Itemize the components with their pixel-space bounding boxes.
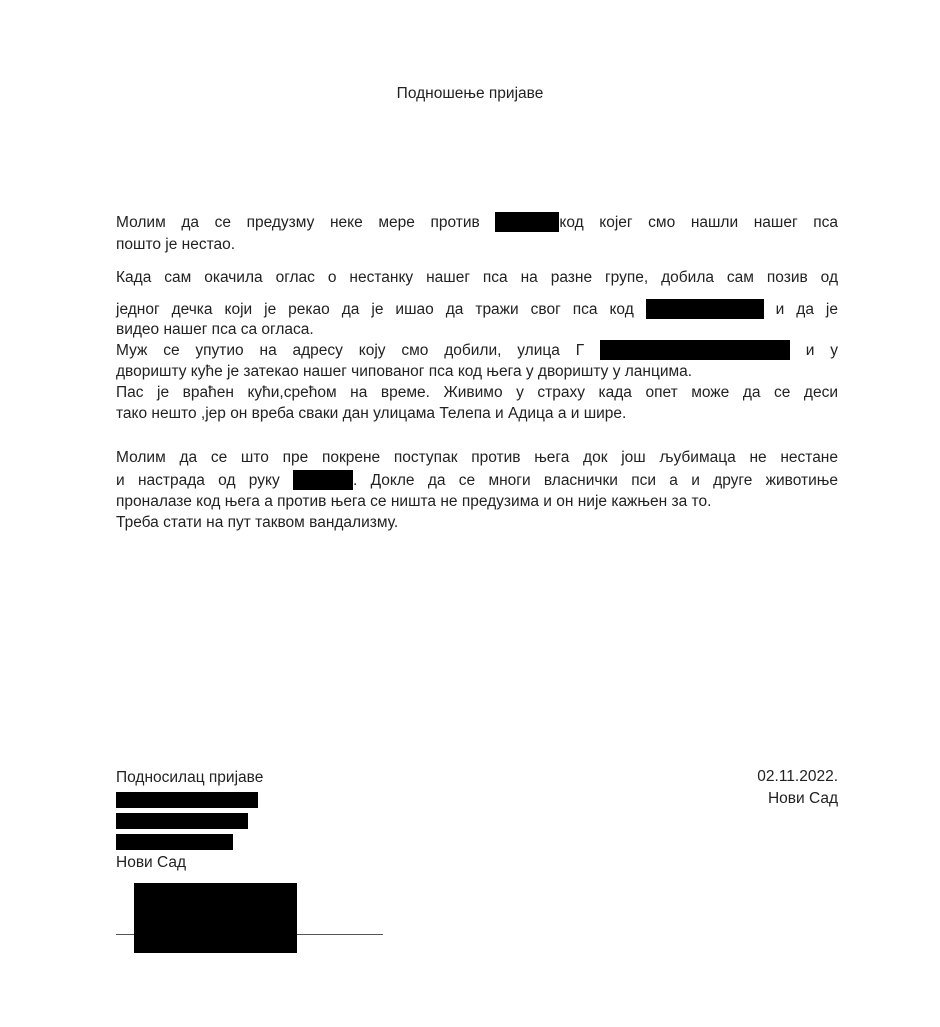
redaction [116,834,233,850]
redaction [495,212,559,232]
text-line: видео нашег пса са огласа. [116,321,314,338]
text-line: Пас је враћен кући,срећом на време. Живимо у страху када опет може да се деси [116,384,838,401]
text: Молим да се предузму неке мере против [116,214,480,231]
text: и настрада од руку [116,472,280,489]
redaction [600,340,790,360]
place: Нови Сад [767,790,838,807]
applicant-city: Нови Сад [116,854,187,871]
signature-redaction [134,883,297,953]
text-line [116,470,838,491]
text: Муж се упутио на адресу коју смо добили, улица Г [116,342,585,359]
document-title: Подношење пријаве [396,85,544,102]
text-line: пошто је нестао. [116,236,236,253]
redaction [646,299,764,319]
text: код којег смо нашли нашег пса [559,214,839,231]
redaction [116,813,248,829]
text-line: Молим да се што пре покрене поступак против њега док још љубимаца не нестане [116,449,838,466]
text-line [116,340,838,361]
redaction [116,792,258,808]
text-line: проналазе код њега а против њега се ништа не предузима и он није кажњен за то. [116,493,712,510]
text-line: Када сам окачила оглас о нестанку нашег пса на разне групе, добила сам позив од [116,269,838,286]
text-line [116,212,838,233]
text-line: Треба стати на пут таквом вандализму. [116,514,399,531]
date: 02.11.2022. [757,768,838,785]
applicant-label: Подносилац пријаве [116,769,264,786]
text-line [116,299,838,320]
redaction [293,470,353,490]
text-line: тако нешто ,јер он вреба сваки дан улицама Телепа и Адица а и шире. [116,405,627,422]
text-line: дворишту куће је затекао нашег чипованог пса код њега у дворишту у ланцима. [116,363,693,380]
text: и да је [775,301,838,318]
text: једног дечка који је рекао да је ишао да тражи свог пса код [116,301,634,318]
text: и у [805,342,839,359]
text: . Докле да се многи власнички пси а и друге животиње [353,472,838,489]
